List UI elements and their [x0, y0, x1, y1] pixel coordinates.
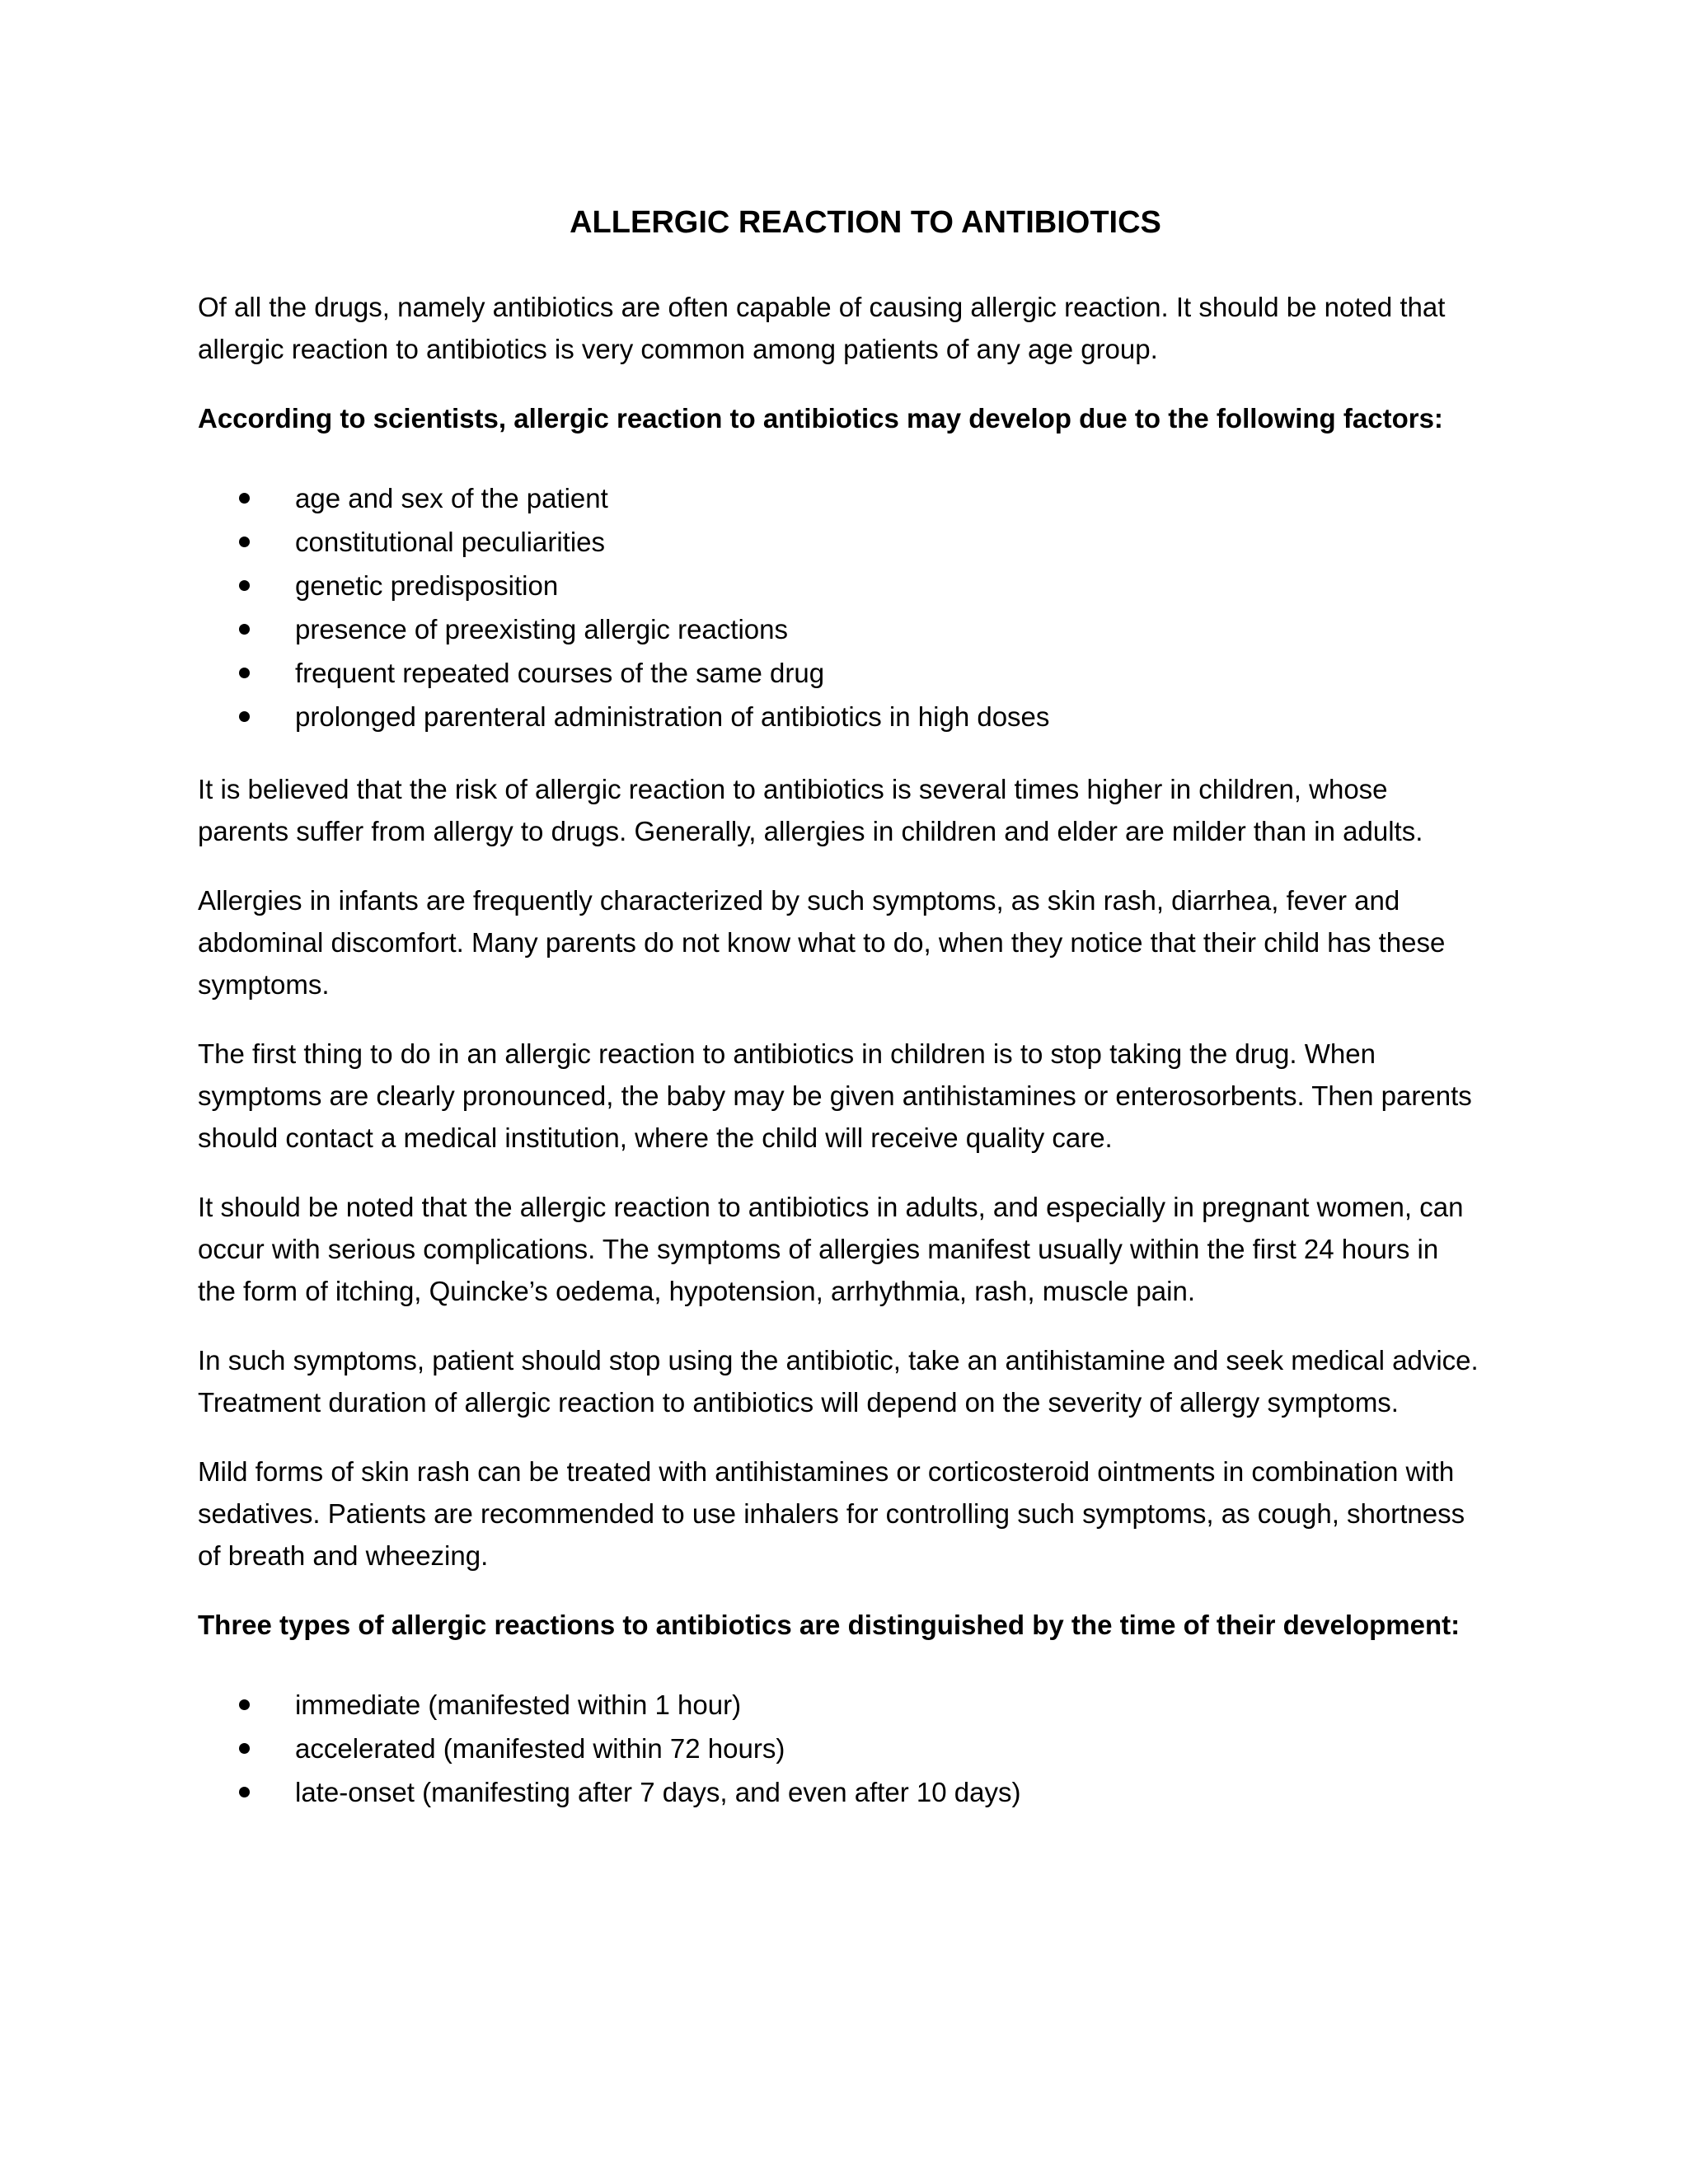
list-item [295, 1727, 1484, 1770]
body-paragraph: It is believed that the risk of allergic reaction to antibiotics is several times higher in children, whose parents suffer from allergy to drugs. Generally, allergies in children and elder are milder than in adults. [198, 774, 1423, 846]
list-item [295, 1683, 1484, 1727]
bullet-icon [239, 624, 250, 635]
bullet-icon [239, 537, 250, 547]
list-item-text: genetic predisposition [295, 570, 559, 601]
bullet-icon [239, 1699, 250, 1710]
list-item-text: constitutional peculiarities [295, 527, 606, 557]
bullet-icon [239, 580, 250, 591]
factors-heading: According to scientists, allergic reaction to antibiotics may develop due to the following factors: [198, 403, 1443, 434]
list-item-text: age and sex of the patient [295, 483, 608, 513]
list-item [295, 1770, 1484, 1814]
bullet-icon [239, 668, 250, 678]
body-paragraph: It should be noted that the allergic reaction to antibiotics in adults, and especially in pregnant women, can occur with serious complications. The symptoms of allergies manifest usually within the first 24 hours in the form of itching, Quincke’s oedema, hypotension, arrhythmia, rash, muscle pain. [198, 1192, 1464, 1306]
list-item-text: prolonged parenteral administration of antibiotics in high doses [295, 701, 1050, 732]
document-title: ALLERGIC REACTION TO ANTIBIOTICS [570, 205, 1161, 240]
body-paragraph: Allergies in infants are frequently characterized by such symptoms, as skin rash, diarrhea, fever and abdominal discomfort. Many parents do not know what to do, when they notice that their child has these symptoms. [198, 885, 1446, 1000]
list-item [295, 520, 1484, 564]
list-item-text: frequent repeated courses of the same drug [295, 658, 825, 688]
list-item-text: accelerated (manifested within 72 hours) [295, 1733, 785, 1764]
factors-list [198, 476, 1484, 738]
types-list [198, 1683, 1484, 1814]
intro-paragraph: Of all the drugs, namely antibiotics are often capable of causing allergic reaction. It should be noted that allergic reaction to antibiotics is very common among patients of any age group. [198, 292, 1446, 364]
body-paragraph: In such symptoms, patient should stop using the antibiotic, take an antihistamine and seek medical advice. Treatment duration of allergic reaction to antibiotics will depend on the severity of allergy symptoms. [198, 1345, 1479, 1418]
list-item-text: immediate (manifested within 1 hour) [295, 1690, 742, 1720]
list-item [295, 607, 1484, 651]
list-item [295, 476, 1484, 520]
list-item [295, 651, 1484, 695]
body-paragraph: Mild forms of skin rash can be treated with antihistamines or corticosteroid ointments in combination with sedatives. Patients are recommended to use inhalers for controlling such symptoms, as cough, shortness of breath and wheezing. [198, 1456, 1465, 1571]
list-item-text: presence of preexisting allergic reactions [295, 614, 788, 644]
list-item [295, 564, 1484, 607]
list-item-text: late-onset (manifesting after 7 days, and even after 10 days) [295, 1777, 1021, 1807]
types-heading: Three types of allergic reactions to antibiotics are distinguished by the time of their development: [198, 1610, 1461, 1640]
document-body [198, 202, 1484, 1844]
bullet-icon [239, 711, 250, 722]
bullet-icon [239, 1743, 250, 1754]
body-paragraph: The first thing to do in an allergic reaction to antibiotics in children is to stop taking the drug. When symptoms are clearly pronounced, the baby may be given antihistamines or enterosorbents. Then parents should contact a medical institution, where the child will receive quality care. [198, 1038, 1472, 1153]
bullet-icon [239, 1787, 250, 1797]
bullet-icon [239, 493, 250, 504]
list-item [295, 695, 1484, 738]
